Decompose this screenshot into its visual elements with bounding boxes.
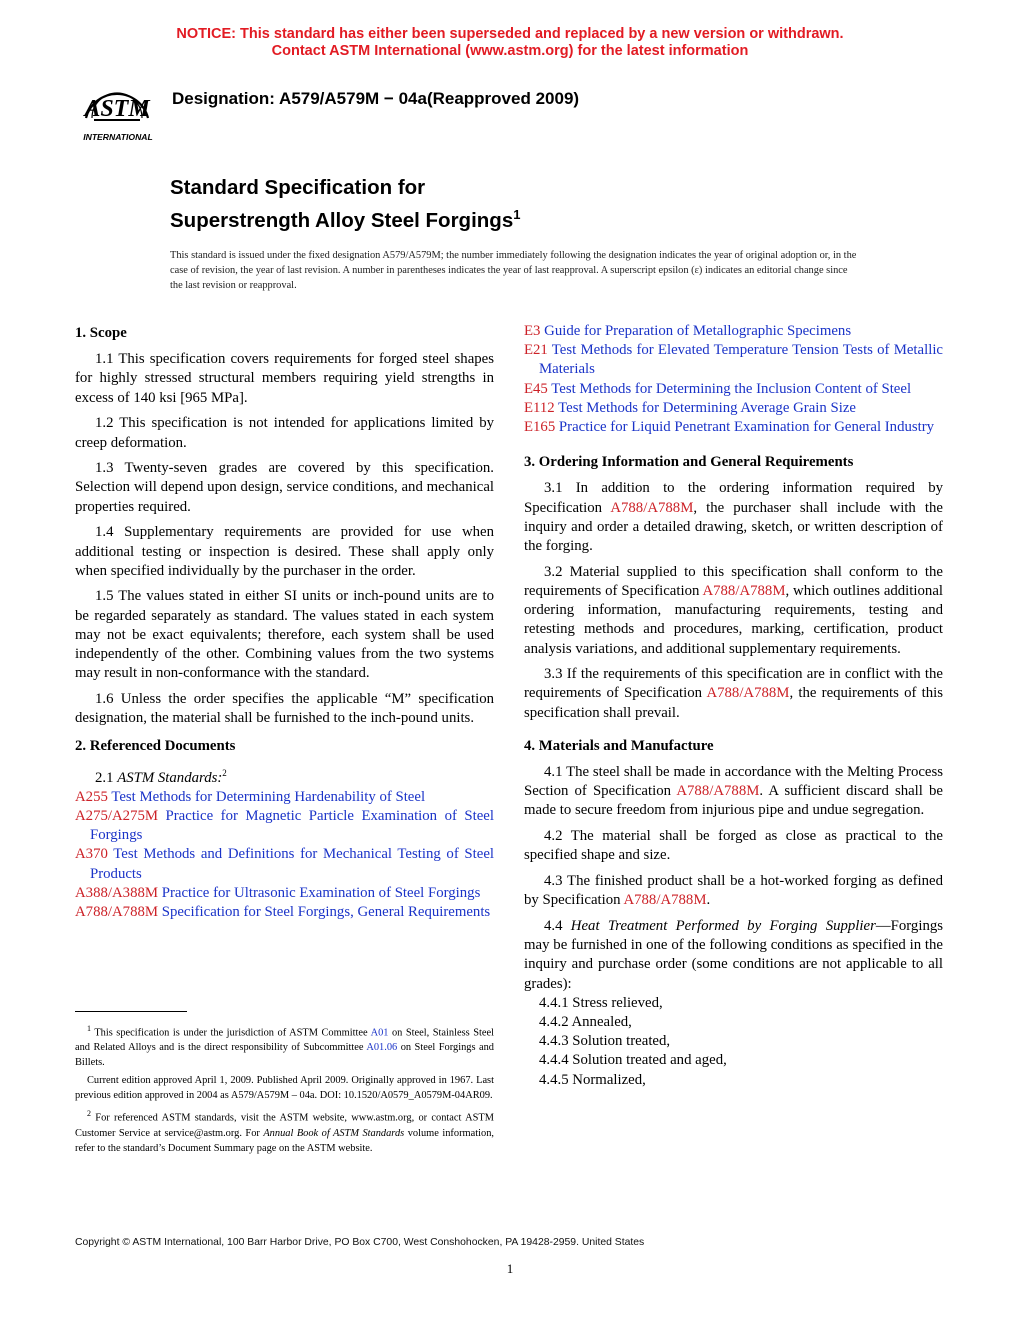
condition-item: 4.4.4 Solution treated and aged,: [539, 1052, 727, 1069]
copyright: Copyright © ASTM International, 100 Barr Harbor Drive, PO Box C700, West Conshohocken, PA 19428-2959. United States: [75, 1237, 645, 1248]
condition-item: 4.4.5 Normalized,: [539, 1071, 646, 1088]
materials-4-1: 4.1 The steel shall be made in accordance with the Melting Process Section of Specification A788/A788M. A sufficient discard shall be made to secure freedom from injurious pipe and undue segregation.: [524, 764, 943, 819]
issue-statement: This standard is issued under the fixed designation A579/A579M; the number immediately following the designation indicates the year of original adoption or, in the case of revision, the year of last revision. A number in parentheses indicates the year of last reapproval. A superscript epsilon (ε) indicates an editorial change since the last revision or reapproval.: [170, 250, 857, 291]
footnote-1: $^1$ This specification is under the jurisdiction of ASTM Committee A01 on Steel, Stainless Steel and Related Alloys and is the direct responsibility of Subcommittee A01.06 on Steel Forgings and Billets.: [75, 1024, 494, 1069]
reference-item[interactable]: A388/A388M Practice for Ultrasonic Examination of Steel Forgings: [75, 884, 481, 901]
reference-list-right: [524, 322, 943, 437]
notice-line-1: NOTICE: This standard has either been superseded and replaced by a new version or withdrawn.: [176, 26, 844, 42]
logo-caption: INTERNATIONAL: [83, 132, 153, 142]
title-line-1: Standard Specification for: [170, 176, 426, 199]
reference-list-left: [75, 788, 494, 922]
reference-item[interactable]: E112 Test Methods for Determining Average Grain Size: [524, 399, 856, 416]
materials-4-2: 4.2 The material shall be forged as close as practical to the specified shape and size.: [524, 828, 943, 864]
reference-item[interactable]: E45 Test Methods for Determining the Inclusion Content of Steel: [524, 380, 912, 397]
page-number: 1: [506, 1261, 514, 1276]
materials-4-3: 4.3 The finished product shall be a hot-worked forging as defined by Specification A788/A788M.: [524, 873, 943, 909]
spec-link[interactable]: A788/A788M: [706, 685, 790, 702]
footnote-1-edition: Current edition approved April 1, 2009. Published April 2009. Originally approved in 1967. Last previous edition approved in 2004 as A579/A579M – 04a. DOI: 10.1520/A0579_A0579M-04AR09.: [75, 1075, 494, 1102]
reference-item[interactable]: A370 Test Methods and Definitions for Mechanical Testing of Steel Products: [75, 846, 494, 882]
scope-1-3: 1.3 Twenty-seven grades are covered by this specification. Selection will depend upon design, service conditions, and mechanical properties required.: [75, 460, 494, 515]
subcommittee-link[interactable]: A01.06: [366, 1042, 398, 1054]
reference-item[interactable]: E165 Practice for Liquid Penetrant Examination for General Industry: [524, 419, 935, 436]
logo-letters: ASTM: [84, 96, 150, 122]
ordering-heading: 3. Ordering Information and General Requirements: [524, 454, 854, 471]
designation: Designation: A579/A579M − 04a(Reapproved 2009): [172, 89, 580, 108]
title-footnote-mark: 1: [513, 207, 521, 222]
spec-link[interactable]: A788/A788M: [676, 783, 760, 800]
astm-logo-icon: [74, 74, 160, 144]
condition-item: 4.4.2 Annealed,: [539, 1014, 632, 1030]
footnote-divider: [75, 1011, 187, 1012]
page-title: [170, 174, 520, 234]
title-line-2: Superstrength Alloy Steel Forgings$^1$: [170, 207, 521, 232]
reference-item[interactable]: A255 Test Methods for Determining Hardenability of Steel: [75, 788, 426, 805]
spec-link[interactable]: A788/A788M: [702, 582, 786, 599]
footnote-2: $^2$ For referenced ASTM standards, visit the ASTM website, www.astm.org, or contact ASTM Customer Service at service@astm.org. For Annual Book of ASTM Standards volume information, refer to the standard’s Document Summary page on the ASTM website.: [75, 1109, 494, 1154]
reference-item[interactable]: A275/A275M Practice for Magnetic Particle Examination of Steel Forgings: [75, 807, 494, 844]
ordering-3-3: 3.3 If the requirements of this specification are in conflict with the requirements of Specification A788/A788M, the requirements of this specification shall prevail.: [524, 666, 943, 721]
scope-heading: 1. Scope: [75, 325, 127, 341]
scope-1-4: 1.4 Supplementary requirements are provided for use when additional testing or inspection is desired. These shall apply only when specified individually by the purchaser in the order.: [75, 524, 494, 579]
notice-banner: [0, 26, 1020, 60]
astm-standards-intro: 2.1 ASTM Standards:$^2$: [95, 767, 227, 786]
footnotes: [75, 1021, 494, 1156]
scope-1-2: 1.2 This specification is not intended for applications limited by creep deformation.: [75, 415, 494, 451]
scope-1-5: 1.5 The values stated in either SI units or inch-pound units are to be regarded separately as standard. The values stated in each system may not be exact equivalents; therefore, each system shall be used independently of the other. Combining values from the two systems may result in non-conformance with the standard.: [75, 588, 494, 682]
ordering-3-2: 3.2 Material supplied to this specification shall conform to the requirements of Specification A788/A788M, which outlines additional ordering information, manufacturing requirements, testing and retesting methods and procedures, marking, certification, product analysis variations, and additional supplementary requirements.: [524, 563, 943, 657]
scope-1-6: 1.6 Unless the order specifies the applicable “M” specification designation, the material shall be furnished to the inch-pound units.: [75, 690, 494, 727]
left-column: [75, 322, 494, 922]
reference-item[interactable]: A788/A788M Specification for Steel Forgings, General Requirements: [75, 903, 491, 920]
notice-line-2: Contact ASTM International (www.astm.org) for the latest information: [271, 43, 749, 59]
condition-item: 4.4.1 Stress relieved,: [539, 994, 663, 1011]
ordering-3-1: 3.1 In addition to the ordering information required by Specification A788/A788M, the purchaser shall include with the inquiry and order a detailed drawing, sketch, or written description of the forging.: [524, 480, 943, 555]
scope-1-1: 1.1 This specification covers requirements for forged steel shapes for highly stressed structural members requiring yield strengths in excess of 140 ksi [965 MPa].: [75, 351, 494, 406]
spec-link[interactable]: A788/A788M: [623, 892, 707, 909]
referenced-heading: 2. Referenced Documents: [75, 738, 236, 755]
reference-item[interactable]: E3 Guide for Preparation of Metallographic Specimens: [524, 323, 852, 339]
materials-4-4: 4.4 Heat Treatment Performed by Forging Supplier—Forgings may be furnished in one of the following conditions as specified in the inquiry and purchase order (some conditions are not applicable to all grades):: [524, 917, 943, 992]
right-column: [524, 322, 943, 1090]
materials-heading: 4. Materials and Manufacture: [524, 737, 714, 754]
spec-link[interactable]: A788/A788M: [610, 499, 694, 516]
condition-item: 4.4.3 Solution treated,: [539, 1033, 671, 1050]
reference-item[interactable]: E21 Test Methods for Elevated Temperature Tension Tests of Metallic Materials: [524, 342, 943, 378]
committee-link[interactable]: A01: [370, 1027, 389, 1039]
